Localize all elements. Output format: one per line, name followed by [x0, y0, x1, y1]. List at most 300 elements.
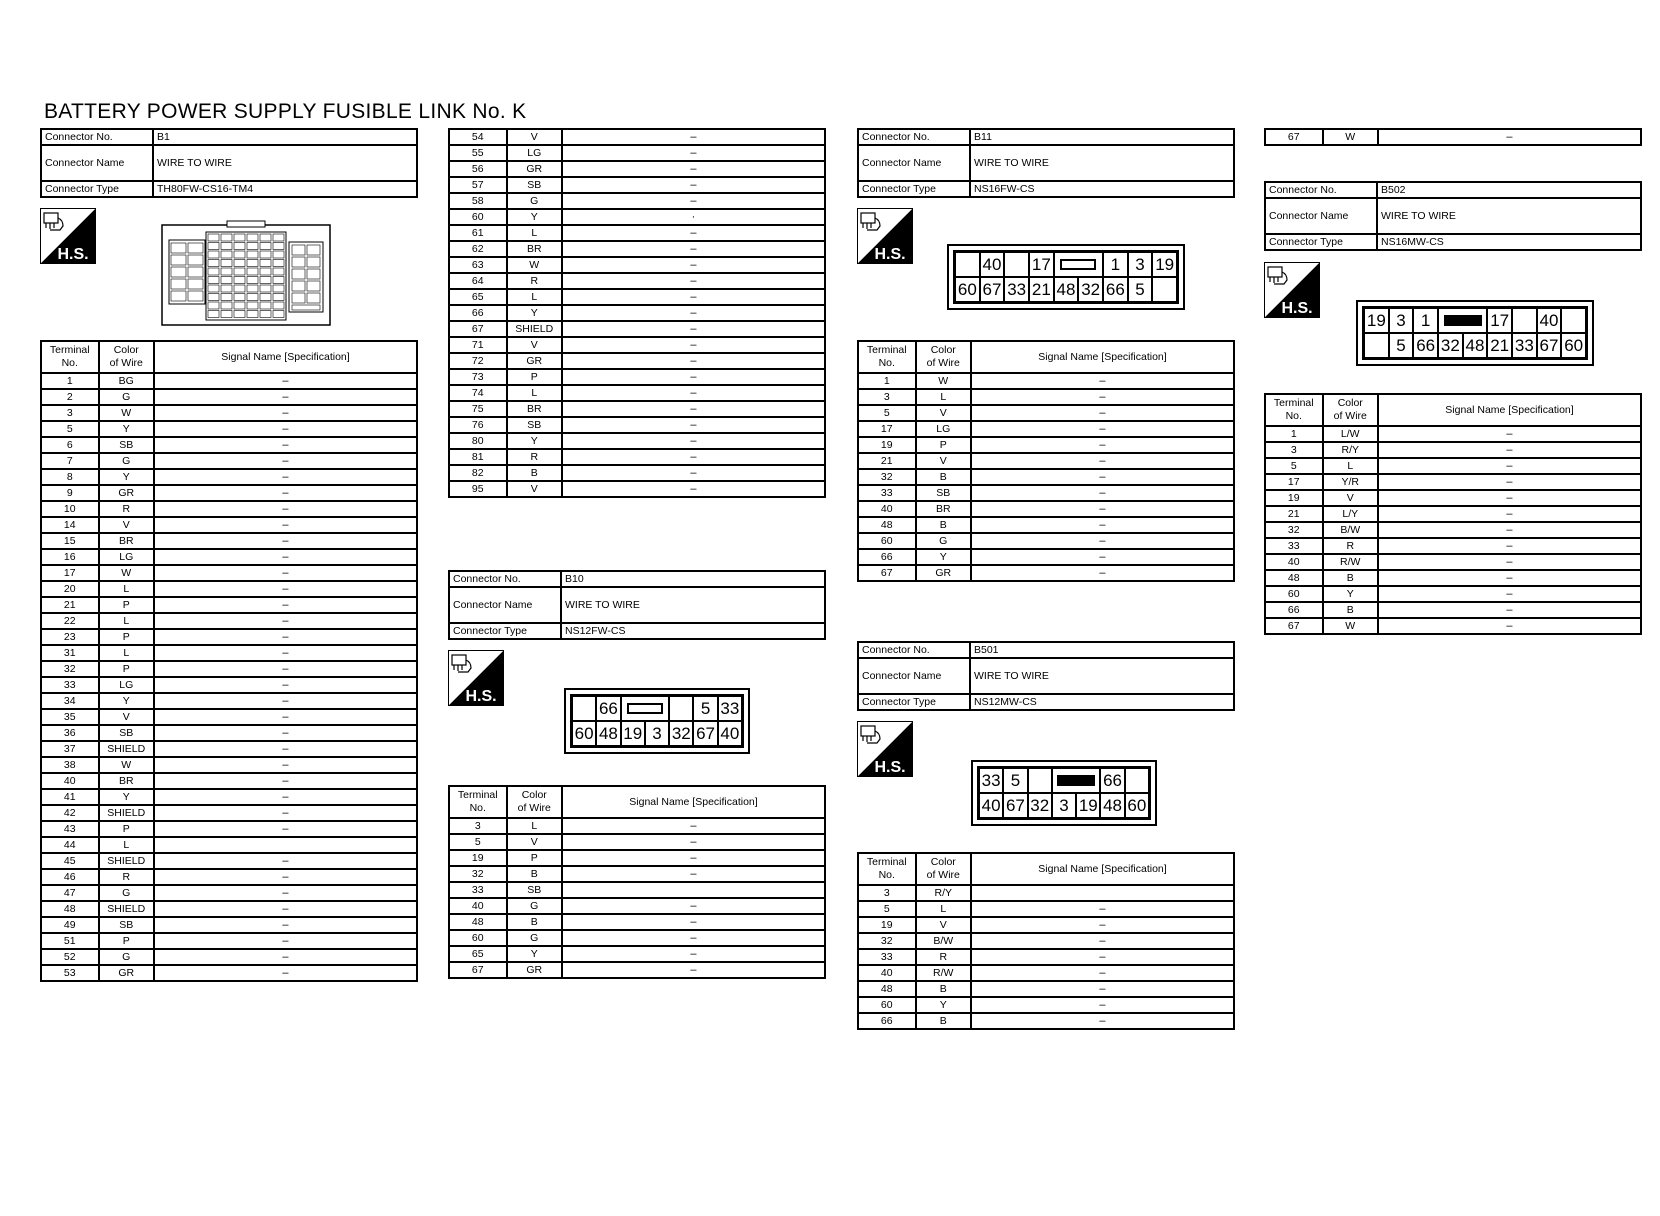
connector-no-value: B502 — [1377, 182, 1641, 198]
signal-name-cell: – — [971, 965, 1234, 981]
wire-color-cell: L — [507, 225, 562, 241]
terminal-no-cell: 43 — [41, 821, 99, 837]
wire-color-cell: BR — [99, 773, 154, 789]
signal-name-cell: – — [562, 866, 825, 882]
connector-type-value: NS12MW-CS — [970, 694, 1234, 710]
terminal-no-cell: 41 — [41, 789, 99, 805]
pin-cell: 60 — [572, 721, 596, 746]
pin-cell: 67 — [1537, 333, 1562, 358]
connector-name-value: WIRE TO WIRE — [153, 145, 417, 181]
connector-b502-table — [1264, 393, 1642, 635]
table-row — [41, 869, 417, 885]
terminal-no-cell: 8 — [41, 469, 99, 485]
pin-cell: 1 — [1413, 308, 1438, 333]
terminal-no-cell: 60 — [449, 930, 507, 946]
wire-color-cell: Y — [99, 469, 154, 485]
signal-name-cell: – — [562, 369, 825, 385]
terminal-no-cell: 58 — [449, 193, 507, 209]
hs-label: H.S. — [874, 246, 906, 263]
table-row — [1265, 506, 1641, 522]
terminal-no-cell: 20 — [41, 581, 99, 597]
terminal-no-cell: 72 — [449, 353, 507, 369]
wire-color-cell: P — [507, 369, 562, 385]
wire-color-cell: GR — [916, 565, 971, 581]
wire-color-cell: SB — [507, 882, 562, 898]
table-row — [449, 129, 825, 145]
wire-color-cell: Y — [99, 693, 154, 709]
wire-color-cell: L — [99, 581, 154, 597]
signal-name-cell: – — [562, 417, 825, 433]
wire-color-cell: W — [1323, 129, 1378, 145]
terminal-no-cell: 3 — [449, 818, 507, 834]
connector-no-value: B11 — [970, 129, 1234, 145]
table-row — [41, 853, 417, 869]
terminal-no-cell: 15 — [41, 533, 99, 549]
signal-name-cell: – — [154, 645, 417, 661]
table-row — [449, 209, 825, 225]
signal-name-cell: – — [154, 757, 417, 773]
connector-b11-table — [857, 340, 1235, 582]
wire-color-cell: V — [916, 917, 971, 933]
table-row — [41, 517, 417, 533]
wire-color-cell: L — [507, 289, 562, 305]
terminal-no-cell: 33 — [41, 677, 99, 693]
terminal-no-cell: 32 — [449, 866, 507, 882]
pin-cell: 40 — [1537, 308, 1562, 333]
terminal-no-cell: 54 — [449, 129, 507, 145]
terminal-no-cell: 5 — [449, 834, 507, 850]
signal-name-cell: – — [154, 469, 417, 485]
signal-name-cell: – — [1378, 522, 1641, 538]
pin-cell: 32 — [1028, 793, 1052, 818]
table-row — [449, 433, 825, 449]
signal-name-cell: – — [154, 677, 417, 693]
pin-cell: 3 — [1128, 252, 1153, 277]
terminal-no-cell: 71 — [449, 337, 507, 353]
terminal-no-cell: 60 — [858, 997, 916, 1013]
table-row — [449, 225, 825, 241]
table-row — [41, 645, 417, 661]
table-row — [449, 946, 825, 962]
signal-name-cell: – — [1378, 458, 1641, 474]
terminal-no-cell: 22 — [41, 613, 99, 629]
wire-color-cell: BR — [916, 501, 971, 517]
table-row — [449, 321, 825, 337]
wire-color-cell: B — [916, 1013, 971, 1029]
table-row — [858, 885, 1234, 901]
signal-name-cell: – — [154, 421, 417, 437]
terminal-no-cell: 81 — [449, 449, 507, 465]
connector-type-value: NS12FW-CS — [561, 623, 825, 639]
pin-cell: 60 — [1125, 793, 1149, 818]
signal-name-cell: – — [1378, 129, 1641, 145]
table-row — [41, 901, 417, 917]
terminal-no-cell: 21 — [1265, 506, 1323, 522]
table-row — [449, 161, 825, 177]
terminal-no-cell: 48 — [858, 517, 916, 533]
signal-name-cell: – — [971, 565, 1234, 581]
table-row — [41, 421, 417, 437]
wire-color-cell: GR — [507, 962, 562, 978]
terminal-no-cell: 56 — [449, 161, 507, 177]
signal-name-cell: – — [562, 433, 825, 449]
wire-color-cell: SHIELD — [507, 321, 562, 337]
wire-color-cell: SB — [916, 485, 971, 501]
wire-color-cell: GR — [507, 353, 562, 369]
signal-name-cell: – — [154, 949, 417, 965]
connector-b501-table — [857, 852, 1235, 1030]
signal-name-cell: – — [971, 501, 1234, 517]
table-row — [41, 597, 417, 613]
signal-name-cell: – — [562, 449, 825, 465]
signal-name-cell: – — [154, 389, 417, 405]
pin-cell: 3 — [645, 721, 669, 746]
connector-b10-info — [448, 570, 826, 640]
signal-name-cell: – — [154, 821, 417, 837]
wire-color-cell: SB — [507, 417, 562, 433]
wire-color-cell: SB — [99, 437, 154, 453]
table-row — [449, 481, 825, 497]
terminal-no-cell: 1 — [858, 373, 916, 389]
harness-side-icon — [448, 650, 504, 706]
table-row — [41, 885, 417, 901]
signal-name-cell: – — [971, 405, 1234, 421]
wire-color-cell: R/W — [1323, 554, 1378, 570]
wire-color-cell: SB — [99, 917, 154, 933]
table-row — [449, 353, 825, 369]
wire-color-cell: R — [507, 449, 562, 465]
signal-name-cell: – — [562, 129, 825, 145]
connector-b1-info — [40, 128, 418, 198]
pin-cell: 1 — [1103, 252, 1128, 277]
pin-cell: 5 — [1389, 333, 1414, 358]
signal-name-cell: – — [562, 385, 825, 401]
table-row — [41, 629, 417, 645]
signal-name-cell: – — [1378, 618, 1641, 634]
wire-color-cell: R — [507, 273, 562, 289]
signal-name-cell: – — [1378, 586, 1641, 602]
signal-name-cell: – — [562, 177, 825, 193]
terminal-no-cell: 67 — [1265, 129, 1323, 145]
terminal-no-cell: 23 — [41, 629, 99, 645]
signal-name-header: Signal Name [Specification] — [971, 853, 1234, 885]
terminal-no-cell: 57 — [449, 177, 507, 193]
signal-name-cell: – — [154, 549, 417, 565]
connector-type-value: NS16FW-CS — [970, 181, 1234, 197]
table-row — [41, 949, 417, 965]
wire-color-cell: L/Y — [1323, 506, 1378, 522]
signal-name-cell: – — [154, 693, 417, 709]
wire-color-cell: V — [507, 337, 562, 353]
wire-color-cell: G — [507, 193, 562, 209]
wire-color-cell: V — [1323, 490, 1378, 506]
wire-color-cell: B — [916, 981, 971, 997]
pin-cell: 3 — [1389, 308, 1414, 333]
wire-color-cell: L — [99, 837, 154, 853]
connector-b502-face — [1356, 300, 1594, 366]
signal-name-cell: – — [971, 549, 1234, 565]
terminal-no-cell: 44 — [41, 837, 99, 853]
signal-name-cell: – — [562, 850, 825, 866]
signal-name-cell: – — [154, 533, 417, 549]
terminal-no-cell: 74 — [449, 385, 507, 401]
table-row — [858, 389, 1234, 405]
pin-cell — [1125, 768, 1149, 793]
wire-color-cell: P — [99, 597, 154, 613]
table-row — [1265, 538, 1641, 554]
table-row — [858, 405, 1234, 421]
pin-cell: 19 — [1076, 793, 1100, 818]
terminal-no-cell: 60 — [858, 533, 916, 549]
terminal-no-cell: 73 — [449, 369, 507, 385]
table-row — [1265, 554, 1641, 570]
pin-cell — [955, 252, 980, 277]
terminal-no-cell: 46 — [41, 869, 99, 885]
pin-cell: 33 — [718, 696, 742, 721]
wire-color-cell: B — [1323, 570, 1378, 586]
pin-cell: 48 — [1100, 793, 1124, 818]
connector-type-label: Connector Type — [858, 181, 970, 197]
pin-cell: 48 — [596, 721, 620, 746]
terminal-no-cell: 66 — [858, 549, 916, 565]
signal-name-cell: – — [1378, 442, 1641, 458]
table-row — [41, 533, 417, 549]
terminal-no-cell: 19 — [858, 917, 916, 933]
connector-name-label: Connector Name — [449, 587, 561, 623]
wire-color-cell: SB — [507, 177, 562, 193]
signal-name-cell: – — [971, 373, 1234, 389]
pin-cell: 17 — [1487, 308, 1512, 333]
signal-name-cell: – — [971, 997, 1234, 1013]
connector-lock — [621, 696, 670, 721]
signal-name-cell: – — [562, 818, 825, 834]
wire-color-cell: R/Y — [916, 885, 971, 901]
signal-name-header: Signal Name [Specification] — [562, 786, 825, 818]
wire-color-cell: BR — [507, 241, 562, 257]
pin-cell — [1004, 252, 1029, 277]
signal-name-cell — [971, 885, 1234, 901]
page-title: BATTERY POWER SUPPLY FUSIBLE LINK No. K — [44, 100, 527, 123]
table-row — [41, 757, 417, 773]
terminal-no-cell: 67 — [449, 321, 507, 337]
table-row — [449, 257, 825, 273]
table-row — [449, 834, 825, 850]
signal-name-cell: – — [154, 869, 417, 885]
terminal-no-cell: 5 — [858, 901, 916, 917]
signal-name-cell: – — [971, 517, 1234, 533]
pin-cell: 5 — [1003, 768, 1027, 793]
signal-name-cell: – — [154, 885, 417, 901]
wire-color-cell: B — [507, 914, 562, 930]
pin-cell: 19 — [1152, 252, 1177, 277]
wire-color-cell: Y — [99, 421, 154, 437]
signal-name-cell: – — [971, 933, 1234, 949]
terminal-no-cell: 35 — [41, 709, 99, 725]
table-row — [858, 549, 1234, 565]
signal-name-cell: – — [971, 437, 1234, 453]
terminal-no-cell: 32 — [858, 933, 916, 949]
pin-cell: 19 — [621, 721, 645, 746]
table-row — [449, 866, 825, 882]
terminal-no-cell: 40 — [449, 898, 507, 914]
connector-name-value: WIRE TO WIRE — [970, 145, 1234, 181]
pin-cell — [669, 696, 693, 721]
table-row — [41, 373, 417, 389]
terminal-no-cell: 45 — [41, 853, 99, 869]
color-of-wire-header: Color of Wire — [99, 341, 154, 373]
wire-color-cell: Y — [99, 789, 154, 805]
table-row — [449, 449, 825, 465]
pin-cell: 67 — [693, 721, 717, 746]
terminal-no-cell: 1 — [1265, 426, 1323, 442]
wire-color-cell: B/W — [1323, 522, 1378, 538]
terminal-no-cell: 63 — [449, 257, 507, 273]
wire-color-cell: V — [916, 405, 971, 421]
table-row — [858, 565, 1234, 581]
wire-color-cell: BR — [99, 533, 154, 549]
harness-side-icon — [857, 721, 913, 777]
wire-color-cell: Y — [1323, 586, 1378, 602]
table-row — [41, 565, 417, 581]
table-row — [41, 805, 417, 821]
table-row — [858, 437, 1234, 453]
connector-type-label: Connector Type — [41, 181, 153, 197]
wire-color-cell: W — [916, 373, 971, 389]
terminal-no-cell: 80 — [449, 433, 507, 449]
terminal-no-header: Terminal No. — [858, 341, 916, 373]
signal-name-cell: – — [562, 273, 825, 289]
wire-color-cell: G — [99, 885, 154, 901]
table-row — [1265, 426, 1641, 442]
table-row — [449, 898, 825, 914]
connector-b1-table-continued — [448, 128, 826, 498]
wire-color-cell: L — [916, 389, 971, 405]
connector-name-value: WIRE TO WIRE — [1377, 198, 1641, 234]
signal-name-cell: – — [971, 453, 1234, 469]
harness-side-icon — [1264, 262, 1320, 318]
table-row — [1265, 570, 1641, 586]
terminal-no-header: Terminal No. — [449, 786, 507, 818]
pin-cell: 48 — [1463, 333, 1488, 358]
signal-name-cell: – — [562, 834, 825, 850]
pin-cell: 66 — [1103, 277, 1128, 302]
terminal-no-cell: 6 — [41, 437, 99, 453]
pin-cell — [1561, 308, 1586, 333]
wire-color-cell: L — [99, 613, 154, 629]
signal-name-cell: · — [562, 209, 825, 225]
wire-color-cell: G — [916, 533, 971, 549]
terminal-no-cell: 67 — [449, 962, 507, 978]
table-row — [41, 549, 417, 565]
signal-name-cell: – — [562, 465, 825, 481]
wire-color-cell: V — [507, 481, 562, 497]
wire-color-cell: P — [99, 661, 154, 677]
terminal-no-cell: 51 — [41, 933, 99, 949]
table-row — [858, 933, 1234, 949]
table-row — [41, 389, 417, 405]
connector-lock — [1054, 252, 1103, 277]
table-row — [858, 485, 1234, 501]
signal-name-cell: – — [1378, 474, 1641, 490]
terminal-no-cell: 53 — [41, 965, 99, 981]
terminal-no-cell: 40 — [1265, 554, 1323, 570]
connector-no-value: B501 — [970, 642, 1234, 658]
table-row — [858, 949, 1234, 965]
connector-type-label: Connector Type — [1265, 234, 1377, 250]
table-row — [449, 962, 825, 978]
pin-cell: 60 — [1561, 333, 1586, 358]
signal-name-cell: – — [1378, 538, 1641, 554]
terminal-no-cell: 7 — [41, 453, 99, 469]
terminal-no-cell: 33 — [1265, 538, 1323, 554]
signal-name-cell: – — [562, 946, 825, 962]
signal-name-cell: – — [154, 629, 417, 645]
wire-color-cell: L — [916, 901, 971, 917]
terminal-no-cell: 60 — [1265, 586, 1323, 602]
signal-name-cell: – — [971, 917, 1234, 933]
pin-cell: 66 — [1413, 333, 1438, 358]
signal-name-cell: – — [562, 481, 825, 497]
pin-cell: 33 — [1512, 333, 1537, 358]
table-row — [449, 465, 825, 481]
wire-color-cell: Y/R — [1323, 474, 1378, 490]
connector-type-label: Connector Type — [449, 623, 561, 639]
wire-color-cell: P — [99, 629, 154, 645]
pin-cell — [1152, 277, 1177, 302]
signal-name-cell: – — [154, 597, 417, 613]
connector-b1-table — [40, 340, 418, 982]
table-row — [858, 1013, 1234, 1029]
wire-color-cell: W — [1323, 618, 1378, 634]
wire-color-cell: SHIELD — [99, 805, 154, 821]
connector-lock — [1438, 308, 1487, 333]
signal-name-cell: – — [971, 421, 1234, 437]
hs-label: H.S. — [465, 688, 497, 705]
terminal-no-cell: 76 — [449, 417, 507, 433]
connector-type-value: TH80FW-CS16-TM4 — [153, 181, 417, 197]
wire-color-cell: W — [99, 565, 154, 581]
wire-color-cell: LG — [916, 421, 971, 437]
table-row — [41, 661, 417, 677]
signal-name-cell: – — [562, 353, 825, 369]
wire-color-cell: B — [916, 469, 971, 485]
terminal-no-cell: 17 — [858, 421, 916, 437]
signal-name-cell: – — [971, 389, 1234, 405]
signal-name-cell: – — [1378, 506, 1641, 522]
connector-b1-face-diagram — [161, 220, 331, 327]
table-row — [1265, 522, 1641, 538]
wire-color-cell: G — [507, 930, 562, 946]
pin-cell: 5 — [693, 696, 717, 721]
pin-cell — [1028, 768, 1052, 793]
wire-color-cell: R — [1323, 538, 1378, 554]
signal-name-cell: – — [1378, 426, 1641, 442]
connector-no-label: Connector No. — [858, 642, 970, 658]
terminal-no-cell: 31 — [41, 645, 99, 661]
connector-no-label: Connector No. — [858, 129, 970, 145]
table-row — [1265, 474, 1641, 490]
wire-color-cell: R — [99, 501, 154, 517]
table-row — [449, 914, 825, 930]
table-row — [41, 485, 417, 501]
table-row — [449, 401, 825, 417]
terminal-no-header: Terminal No. — [858, 853, 916, 885]
connector-b502-info — [1264, 181, 1642, 251]
signal-name-cell: – — [154, 933, 417, 949]
terminal-no-cell: 2 — [41, 389, 99, 405]
wire-color-cell: V — [507, 129, 562, 145]
signal-name-cell: – — [562, 225, 825, 241]
